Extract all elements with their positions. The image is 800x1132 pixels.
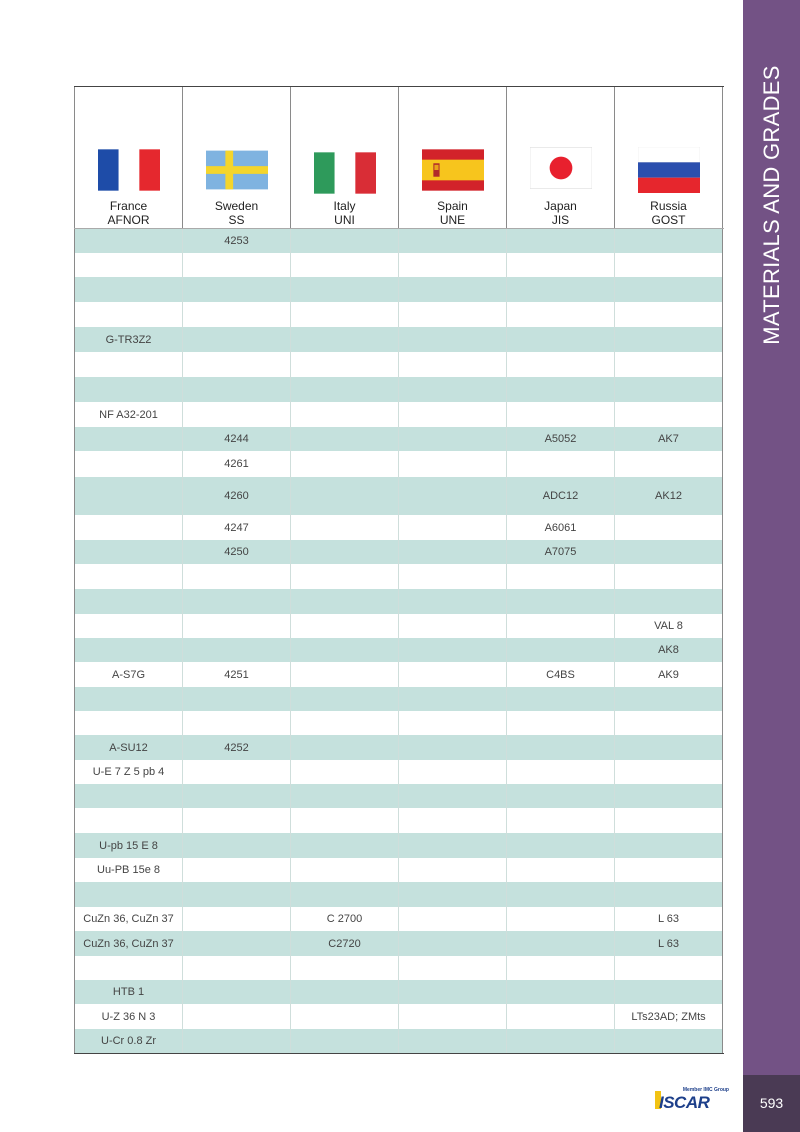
- table-cell: [507, 980, 615, 1004]
- table-cell: [507, 614, 615, 638]
- table-row: [74, 784, 724, 808]
- table-cell: [183, 1004, 291, 1029]
- table-cell: [615, 784, 723, 808]
- sidebar-title: MATERIALS AND GRADES: [758, 65, 784, 345]
- table-cell: [291, 377, 399, 402]
- table-cell: [615, 711, 723, 735]
- table-cell: [399, 352, 507, 377]
- table-cell: [507, 638, 615, 662]
- table-cell: [399, 1029, 507, 1053]
- table-cell: [183, 402, 291, 427]
- table-cell: [291, 711, 399, 735]
- table-cell: [74, 711, 183, 735]
- table-cell: [615, 858, 723, 882]
- table-cell: [74, 808, 183, 833]
- table-cell: [399, 540, 507, 564]
- table-cell: [507, 687, 615, 711]
- table-cell: [74, 253, 183, 277]
- table-cell: [399, 931, 507, 956]
- table-cell: [615, 515, 723, 540]
- table-cell: [615, 564, 723, 589]
- table-bottom-rule: [74, 1053, 724, 1054]
- table-cell: [291, 638, 399, 662]
- table-cell: [399, 477, 507, 515]
- table-cell: [74, 882, 183, 907]
- table-cell: 4252: [183, 735, 291, 760]
- table-cell: [399, 907, 507, 931]
- table-cell: [183, 711, 291, 735]
- header-label: Spain UNE: [437, 199, 468, 227]
- table-row: [74, 1029, 724, 1053]
- table-cell: [399, 687, 507, 711]
- table-cell: C4BS: [507, 662, 615, 687]
- table-cell: U-E 7 Z 5 pb 4: [74, 760, 183, 784]
- table-cell: [615, 352, 723, 377]
- table-row: [74, 427, 724, 451]
- table-cell: [399, 589, 507, 614]
- table-cell: [507, 1029, 615, 1053]
- table-cell: [399, 277, 507, 302]
- table-cell: [291, 980, 399, 1004]
- table-cell: [507, 882, 615, 907]
- table-cell: [615, 589, 723, 614]
- france-flag-icon: [98, 147, 160, 193]
- table-cell: A6061: [507, 515, 615, 540]
- table-cell: 4260: [183, 477, 291, 515]
- table-cell: [399, 327, 507, 352]
- table-cell: U-Cr 0.8 Zr: [74, 1029, 183, 1053]
- table-cell: [183, 327, 291, 352]
- table-row: [74, 352, 724, 377]
- table-cell: [507, 784, 615, 808]
- table-cell: [74, 229, 183, 253]
- table-cell: [507, 377, 615, 402]
- table-cell: [507, 327, 615, 352]
- table-cell: [399, 302, 507, 327]
- table-cell: [291, 515, 399, 540]
- header-label: Russia GOST: [650, 199, 687, 227]
- table-cell: [183, 931, 291, 956]
- table-cell: [291, 402, 399, 427]
- table-row: [74, 377, 724, 402]
- table-cell: [615, 980, 723, 1004]
- table-row: [74, 931, 724, 956]
- table-cell: [399, 638, 507, 662]
- table-cell: A-SU12: [74, 735, 183, 760]
- table-cell: L 63: [615, 907, 723, 931]
- table-cell: AK8: [615, 638, 723, 662]
- table-cell: [399, 451, 507, 477]
- table-cell: [507, 589, 615, 614]
- logo-word: ISCAR: [659, 1093, 710, 1112]
- table-cell: [183, 377, 291, 402]
- table-cell: 4250: [183, 540, 291, 564]
- header-label: Sweden SS: [214, 199, 259, 227]
- table-row: [74, 735, 724, 760]
- table-row: [74, 980, 724, 1004]
- table-cell: [183, 253, 291, 277]
- table-cell: [291, 564, 399, 589]
- table-cell: [615, 882, 723, 907]
- table-cell: A-S7G: [74, 662, 183, 687]
- table-cell: [399, 253, 507, 277]
- table-row: [74, 711, 724, 735]
- header-label: France AFNOR: [107, 199, 150, 227]
- grades-table: [74, 86, 724, 1054]
- table-row: [74, 253, 724, 277]
- table-row: [74, 564, 724, 589]
- table-cell: [291, 1029, 399, 1053]
- table-cell: [507, 907, 615, 931]
- table-cell: AK9: [615, 662, 723, 687]
- table-row: [74, 833, 724, 858]
- table-cell: [507, 253, 615, 277]
- table-cell: [183, 956, 291, 980]
- table-cell: Uu-PB 15e 8: [74, 858, 183, 882]
- table-cell: [74, 589, 183, 614]
- table-cell: [615, 277, 723, 302]
- table-cell: U-pb 15 E 8: [74, 833, 183, 858]
- table-row: [74, 302, 724, 327]
- logo-member-text: Member IMC Group: [682, 1087, 729, 1093]
- table-row: [74, 956, 724, 980]
- table-cell: A7075: [507, 540, 615, 564]
- table-cell: [615, 253, 723, 277]
- table-cell: [399, 1004, 507, 1029]
- table-row: [74, 907, 724, 931]
- table-row: [74, 687, 724, 711]
- table-cell: CuZn 36, CuZn 37: [74, 931, 183, 956]
- table-cell: [615, 451, 723, 477]
- table-cell: [74, 451, 183, 477]
- table-cell: LTs23AD; ZMts: [615, 1004, 723, 1029]
- table-cell: [183, 907, 291, 931]
- table-cell: [291, 277, 399, 302]
- table-cell: [507, 302, 615, 327]
- table-cell: [399, 564, 507, 589]
- table-cell: [615, 956, 723, 980]
- table-cell: [291, 784, 399, 808]
- table-cell: [291, 662, 399, 687]
- table-cell: AK7: [615, 427, 723, 451]
- table-body: [74, 229, 724, 1053]
- header-sweden: [183, 87, 291, 228]
- table-cell: [399, 402, 507, 427]
- table-cell: [615, 760, 723, 784]
- table-cell: [183, 760, 291, 784]
- table-cell: ADC12: [507, 477, 615, 515]
- table-cell: C 2700: [291, 907, 399, 931]
- header-label: Japan JIS: [544, 199, 577, 227]
- header-italy: [291, 87, 399, 228]
- table-cell: [615, 327, 723, 352]
- table-row: [74, 1004, 724, 1029]
- table-cell: [399, 808, 507, 833]
- table-cell: [183, 564, 291, 589]
- table-cell: [399, 427, 507, 451]
- table-cell: [615, 540, 723, 564]
- table-cell: [74, 515, 183, 540]
- table-cell: [615, 1029, 723, 1053]
- table-cell: [291, 253, 399, 277]
- table-cell: [507, 808, 615, 833]
- table-cell: [74, 277, 183, 302]
- table-cell: [399, 735, 507, 760]
- table-cell: [291, 808, 399, 833]
- table-cell: L 63: [615, 931, 723, 956]
- table-cell: [507, 711, 615, 735]
- table-cell: [183, 784, 291, 808]
- table-cell: [74, 302, 183, 327]
- table-row: [74, 327, 724, 352]
- table-cell: A5052: [507, 427, 615, 451]
- table-cell: [183, 858, 291, 882]
- table-cell: [615, 229, 723, 253]
- table-row: [74, 277, 724, 302]
- table-cell: [291, 540, 399, 564]
- spain-flag-icon: [422, 147, 484, 193]
- table-cell: [183, 638, 291, 662]
- table-cell: NF A32-201: [74, 402, 183, 427]
- table-cell: [291, 687, 399, 711]
- table-cell: [291, 327, 399, 352]
- table-cell: [615, 687, 723, 711]
- table-cell: 4253: [183, 229, 291, 253]
- table-cell: [507, 931, 615, 956]
- table-header: [74, 87, 724, 229]
- table-cell: [615, 377, 723, 402]
- table-cell: [291, 352, 399, 377]
- table-row: [74, 760, 724, 784]
- table-row: [74, 402, 724, 427]
- table-cell: [399, 229, 507, 253]
- table-cell: [291, 735, 399, 760]
- table-row: [74, 808, 724, 833]
- table-cell: [291, 302, 399, 327]
- table-cell: C2720: [291, 931, 399, 956]
- table-cell: [183, 833, 291, 858]
- table-cell: [399, 662, 507, 687]
- table-cell: 4261: [183, 451, 291, 477]
- table-cell: HTB 1: [74, 980, 183, 1004]
- italy-flag-icon: [314, 150, 376, 196]
- table-cell: [183, 882, 291, 907]
- table-cell: [291, 858, 399, 882]
- table-cell: [615, 402, 723, 427]
- table-cell: [74, 956, 183, 980]
- table-cell: [615, 833, 723, 858]
- table-cell: G-TR3Z2: [74, 327, 183, 352]
- table-cell: [183, 687, 291, 711]
- table-cell: [74, 540, 183, 564]
- header-label: Italy UNI: [333, 199, 356, 227]
- table-cell: VAL 8: [615, 614, 723, 638]
- table-cell: [291, 589, 399, 614]
- table-cell: [615, 735, 723, 760]
- table-cell: [399, 956, 507, 980]
- table-cell: [291, 760, 399, 784]
- table-cell: [507, 1004, 615, 1029]
- table-cell: [507, 451, 615, 477]
- japan-flag-icon: [530, 145, 592, 191]
- table-cell: [74, 638, 183, 662]
- table-row: [74, 882, 724, 907]
- table-cell: [399, 833, 507, 858]
- table-cell: [291, 833, 399, 858]
- table-cell: [291, 882, 399, 907]
- table-cell: [507, 402, 615, 427]
- table-cell: [291, 427, 399, 451]
- table-cell: 4244: [183, 427, 291, 451]
- table-row: [74, 540, 724, 564]
- table-cell: [183, 302, 291, 327]
- table-row: [74, 515, 724, 540]
- table-cell: [507, 858, 615, 882]
- table-cell: [291, 229, 399, 253]
- table-row: [74, 477, 724, 515]
- table-row: [74, 614, 724, 638]
- table-cell: [74, 564, 183, 589]
- table-cell: [183, 1029, 291, 1053]
- table-cell: [507, 956, 615, 980]
- table-cell: [399, 614, 507, 638]
- table-cell: [291, 451, 399, 477]
- table-row: [74, 229, 724, 253]
- table-cell: [183, 614, 291, 638]
- table-cell: [291, 1004, 399, 1029]
- table-cell: 4247: [183, 515, 291, 540]
- russia-flag-icon: [638, 147, 700, 193]
- table-cell: [507, 564, 615, 589]
- table-cell: 4251: [183, 662, 291, 687]
- header-russia: [615, 87, 723, 228]
- table-row: [74, 589, 724, 614]
- table-cell: [291, 956, 399, 980]
- table-cell: [399, 882, 507, 907]
- table-cell: [74, 614, 183, 638]
- table-cell: [183, 589, 291, 614]
- table-cell: [399, 858, 507, 882]
- table-cell: [399, 760, 507, 784]
- table-cell: [74, 687, 183, 711]
- table-cell: [507, 229, 615, 253]
- sweden-flag-icon: [206, 147, 268, 193]
- table-cell: [183, 352, 291, 377]
- table-cell: [399, 377, 507, 402]
- table-cell: CuZn 36, CuZn 37: [74, 907, 183, 931]
- table-cell: [399, 711, 507, 735]
- table-cell: [507, 277, 615, 302]
- table-cell: [507, 352, 615, 377]
- header-france: [74, 87, 183, 228]
- table-cell: AK12: [615, 477, 723, 515]
- header-spain: [399, 87, 507, 228]
- table-cell: [74, 784, 183, 808]
- table-cell: U-Z 36 N 3: [74, 1004, 183, 1029]
- table-cell: [507, 760, 615, 784]
- table-cell: [74, 377, 183, 402]
- table-row: [74, 662, 724, 687]
- table-cell: [399, 980, 507, 1004]
- table-cell: [507, 735, 615, 760]
- table-cell: [399, 784, 507, 808]
- table-row: [74, 451, 724, 477]
- table-cell: [507, 833, 615, 858]
- table-row: [74, 638, 724, 662]
- table-cell: [291, 477, 399, 515]
- table-cell: [399, 515, 507, 540]
- table-cell: [291, 614, 399, 638]
- header-japan: [507, 87, 615, 228]
- page-number: 593: [759, 1095, 784, 1111]
- table-cell: [183, 980, 291, 1004]
- table-cell: [74, 477, 183, 515]
- table-row: [74, 858, 724, 882]
- table-cell: [615, 302, 723, 327]
- iscar-logo: [655, 1087, 729, 1113]
- table-cell: [74, 352, 183, 377]
- table-cell: [615, 808, 723, 833]
- table-cell: [183, 808, 291, 833]
- table-cell: [183, 277, 291, 302]
- table-cell: [74, 427, 183, 451]
